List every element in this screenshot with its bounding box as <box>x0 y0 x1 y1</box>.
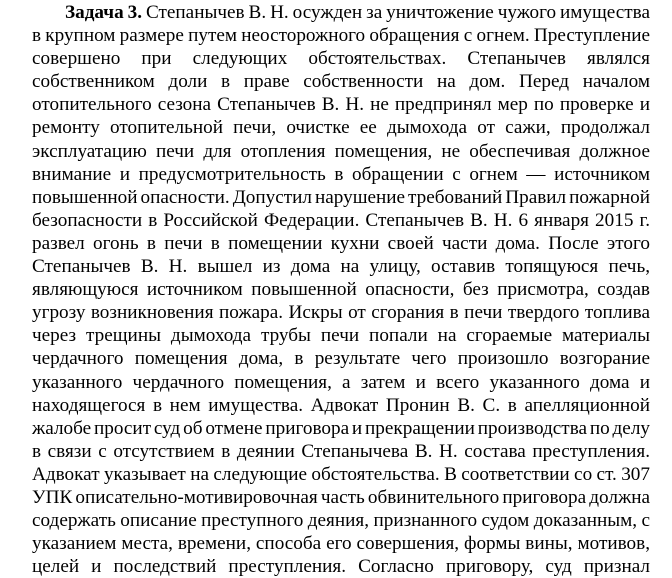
text-line: являющуюся источником повышенной опасности, без присмотра, создав <box>32 279 650 301</box>
text-line: развел огонь в печи в помещении кухни своей части дома. После этого <box>32 232 650 254</box>
task-paragraph <box>32 1 650 578</box>
text-line: указанием места, времени, способа его совершения, формы вины, мотивов, <box>32 533 650 555</box>
text-line: в связи с отсутствием в деянии Степанычева В. Н. состава преступления. <box>32 440 650 462</box>
text-line: содержать описание преступного деяния, признанного судом доказанным, с <box>32 510 650 532</box>
text-line: собственником доли в праве собственности на дом. Перед началом <box>32 71 650 93</box>
text-line: Степанычев В. Н. вышел из дома на улицу, оставив топящуюся печь, <box>32 256 650 278</box>
text-line: через трещины дымохода трубы печи попали на сгораемые материалы <box>32 325 650 347</box>
text-line: жалобе просит суд об отмене приговора и прекращении производства по делу <box>32 417 650 439</box>
task-title: Задача 3. <box>65 2 143 23</box>
text-line: указанного чердачного помещения, а затем и всего указанного дома и <box>32 371 650 393</box>
text-line: Адвокат указывает на следующие обстоятельства. В соответствии со ст. 307 <box>32 463 650 485</box>
text-line: ремонту отопительной печи, очистке ее дымохода от сажи, продолжал <box>32 117 650 139</box>
text-line: чердачного помещения дома, в результате чего произошло возгорание <box>32 348 650 370</box>
text-line: целей и последствий преступления. Согласно приговору, суд признал <box>32 556 650 578</box>
text-line: угрозу возникновения пожара. Искры от сгорания в печи твердого топлива <box>32 302 650 324</box>
text-line: Задача 3. Степанычев В. Н. осужден за уничтожение чужого имущества <box>65 2 651 23</box>
text-line: в крупном размере путем неосторожного обращения с огнем. Преступление <box>32 25 650 47</box>
text-line: эксплуатацию печи для отопления помещения, не обеспечивая должное <box>32 140 650 162</box>
text-line: внимание и предусмотрительность в обращении с огнем — источником <box>32 163 650 185</box>
text-line: совершено при следующих обстоятельствах. Степанычев являлся <box>32 48 650 70</box>
text-line: повышенной опасности. Допустил нарушение требований Правил пожарной <box>32 186 650 208</box>
text-line: безопасности в Российской Федерации. Степанычев В. Н. 6 января 2015 г. <box>32 209 650 231</box>
text-line: отопительного сезона Степанычев В. Н. не предпринял мер по проверке и <box>32 94 650 116</box>
text-line: находящегося в нем имущества. Адвокат Пронин В. С. в апелляционной <box>32 394 650 416</box>
text-line: УПК описательно-мотивировочная часть обвинительного приговора должна <box>32 486 650 508</box>
